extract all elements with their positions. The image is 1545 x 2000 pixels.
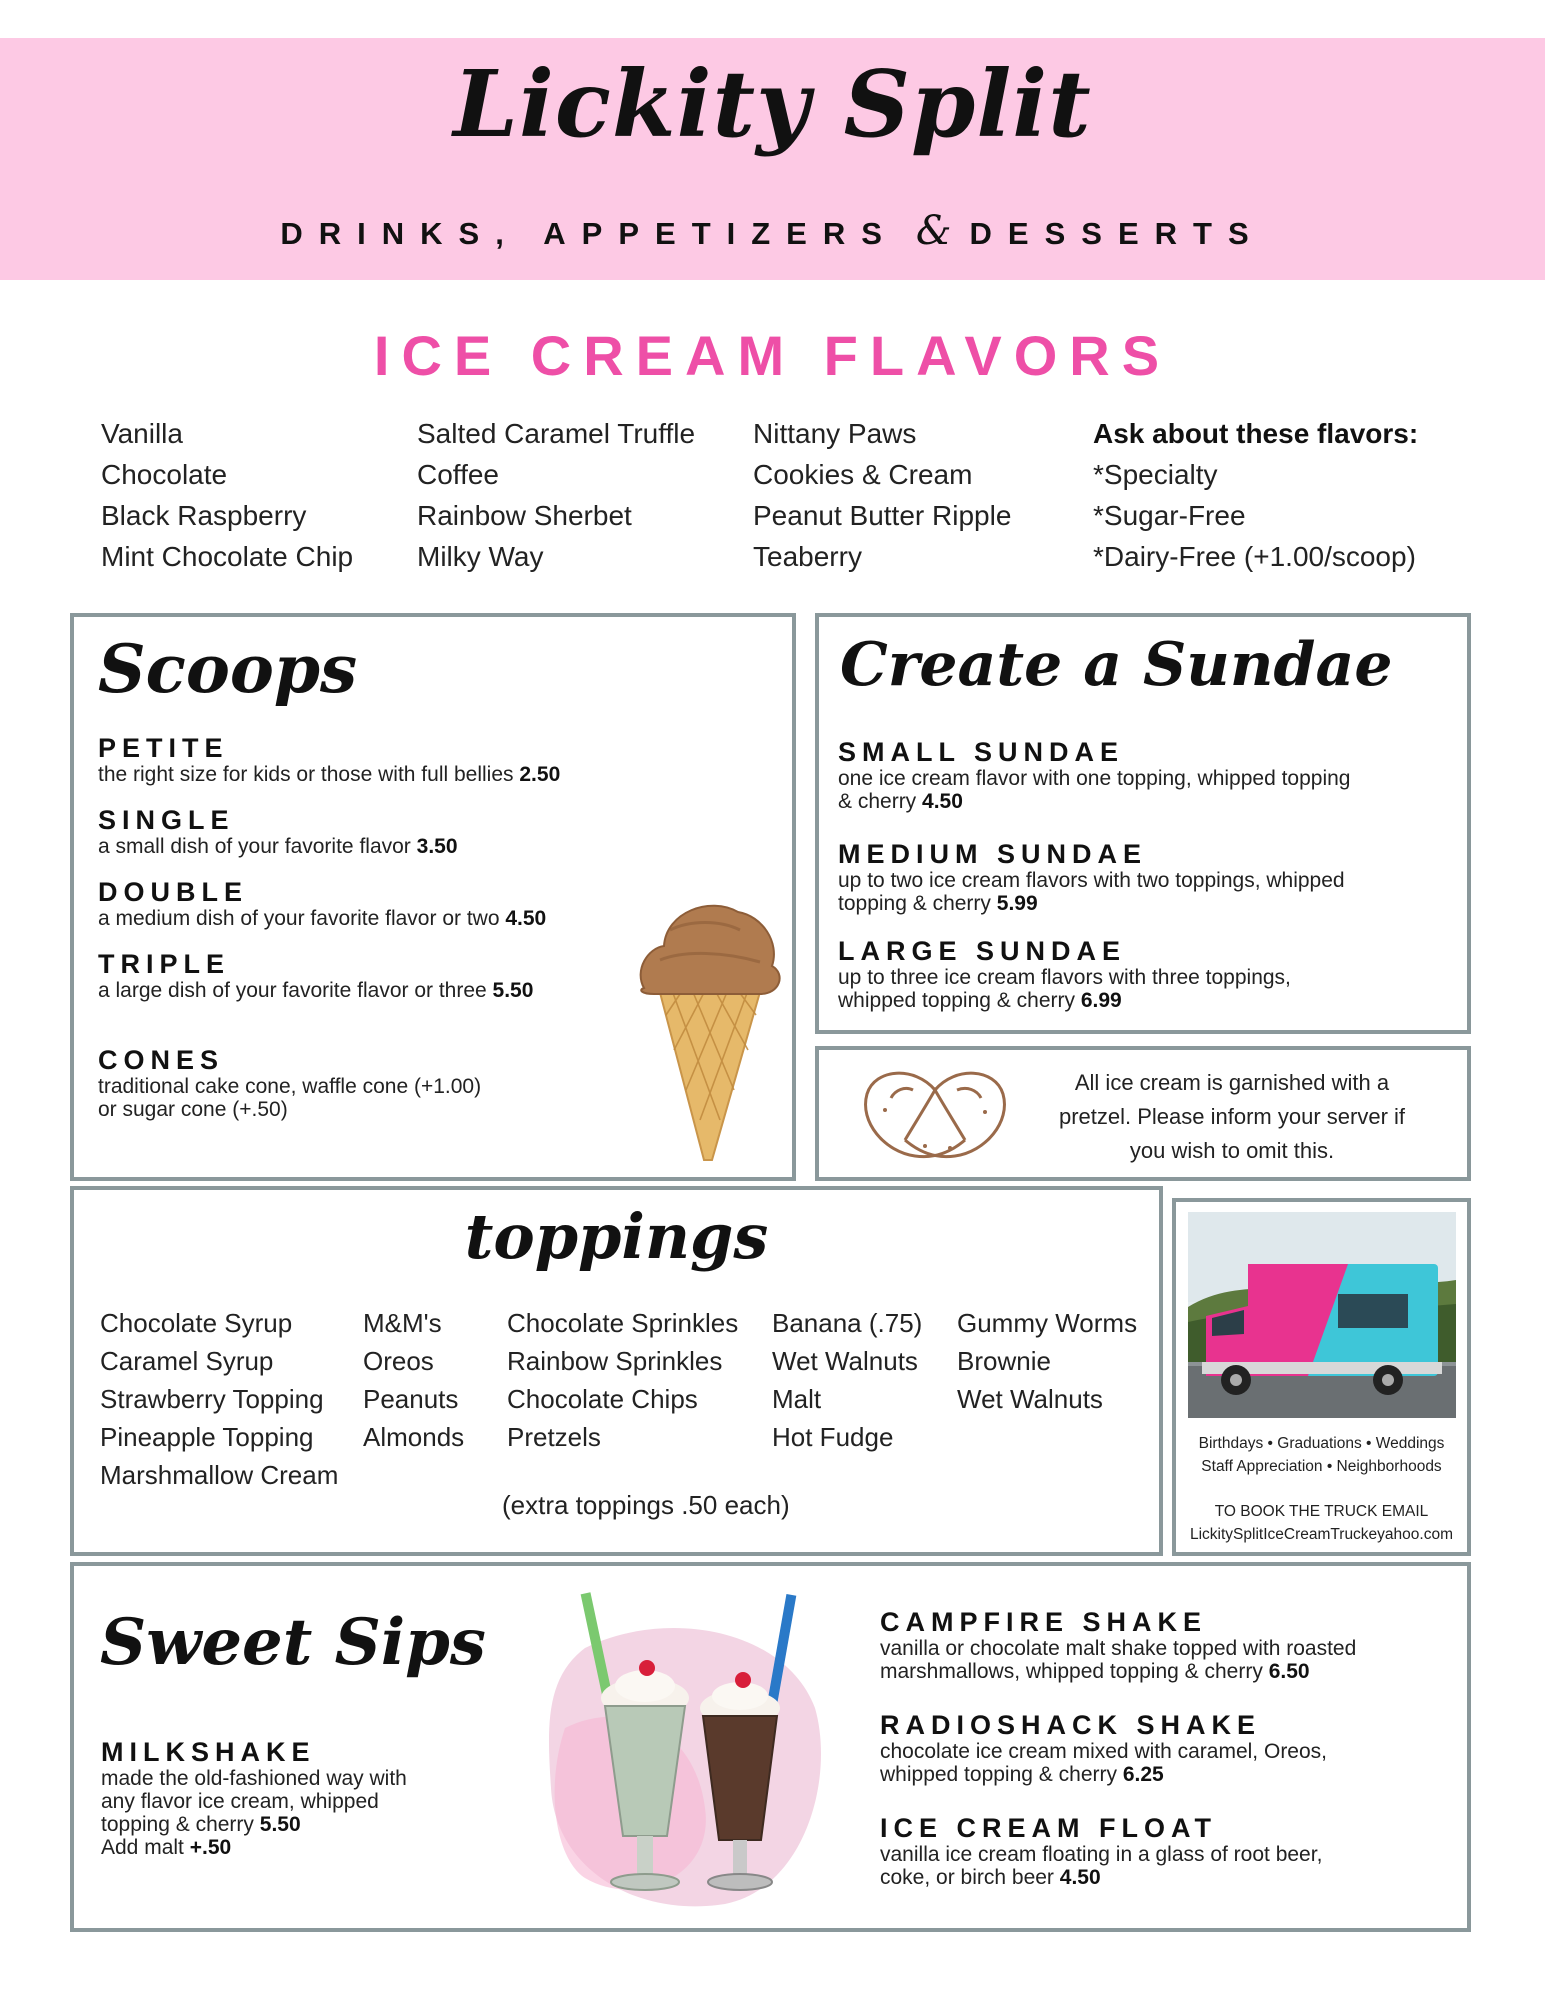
ask-item: *Dairy-Free (+1.00/scoop) [1093, 541, 1416, 572]
item-name: RADIOSHACK SHAKE [880, 1710, 1262, 1740]
tagline-right: DESSERTS [969, 216, 1265, 251]
topping-item: Peanuts [363, 1384, 459, 1414]
ask-heading: Ask about these flavors: [1093, 418, 1419, 449]
item-desc-line-1: up to three ice cream flavors with three toppings, [838, 966, 1291, 989]
topping-item: Pretzels [507, 1422, 601, 1452]
scoop-triple [98, 949, 658, 1002]
toppings-column-5 [957, 1304, 1137, 1418]
item-price: 4.50 [1059, 1866, 1101, 1889]
item-name: LARGE SUNDAE [838, 936, 1127, 966]
topping-item: Strawberry Topping [100, 1384, 324, 1414]
flavor-item: Vanilla [101, 418, 183, 449]
toppings-column-3 [507, 1304, 738, 1456]
truck-info [1178, 1432, 1465, 1546]
item-desc-line-1: up to two ice cream flavors with two toppings, whipped [838, 869, 1345, 892]
item-desc-line-2: & cherry 4.50 [838, 790, 963, 813]
flavors-title: ICE CREAM FLAVORS [373, 324, 1172, 387]
scoop-petite [98, 733, 658, 786]
item-desc-line-1: vanilla or chocolate malt shake topped with roasted [880, 1637, 1357, 1660]
item-name: PETITE [98, 733, 229, 763]
topping-item: Marshmallow Cream [100, 1460, 339, 1490]
toppings-title: toppings [464, 1200, 769, 1273]
item-price: 5.50 [259, 1813, 301, 1836]
item-desc-line: made the old-fashioned way with [101, 1767, 407, 1790]
tagline-left: DRINKS, APPETIZERS [280, 216, 898, 251]
scoop-cones [98, 1045, 658, 1121]
item-name: TRIPLE [98, 949, 231, 979]
item-price: 4.50 [505, 907, 547, 930]
item-desc: a small dish of your favorite flavor 3.50 [98, 835, 458, 858]
sweet-sips-title: Sweet Sips [100, 1605, 486, 1680]
item-name: CAMPFIRE SHAKE [880, 1607, 1208, 1637]
tagline [0, 208, 1545, 254]
item-name: ICE CREAM FLOAT [880, 1813, 1217, 1843]
pretzel-note-line: pretzel. Please inform your server if [1058, 1104, 1406, 1129]
item-desc: a large dish of your favorite flavor or three 5.50 [98, 979, 534, 1002]
brand-logo: Lickity Split [453, 50, 1092, 158]
topping-item: Oreos [363, 1346, 434, 1376]
item-price: 5.99 [996, 892, 1038, 915]
topping-item: Chocolate Sprinkles [507, 1308, 739, 1338]
tagline-ampersand: & [915, 208, 952, 254]
truck-events-line: Staff Appreciation • Neighborhoods [1201, 1458, 1442, 1475]
item-desc-line-1: one ice cream flavor with one topping, whipped topping [838, 767, 1351, 790]
topping-item: Hot Fudge [772, 1422, 894, 1452]
sundae-small [838, 737, 1458, 813]
item-desc-line: topping & cherry 5.50 [101, 1813, 301, 1836]
item-desc: the right size for kids or those with full bellies 2.50 [98, 763, 561, 786]
sundae-medium [838, 839, 1458, 915]
item-desc-line-2: topping & cherry 5.99 [838, 892, 1038, 915]
flavor-item: Cookies & Cream [753, 459, 973, 490]
truck-book-label: TO BOOK THE TRUCK EMAIL [1214, 1503, 1429, 1520]
topping-item: Chocolate Syrup [100, 1308, 293, 1338]
item-desc-line-2: whipped topping & cherry 6.99 [838, 989, 1122, 1012]
topping-item: Wet Walnuts [957, 1384, 1103, 1414]
item-price: 4.50 [922, 790, 963, 813]
flavors-column-1 [101, 413, 353, 577]
truck-events-line: Birthdays • Graduations • Weddings [1198, 1435, 1445, 1452]
flavor-item: Teaberry [753, 541, 862, 572]
toppings-column-1 [100, 1304, 338, 1494]
ice-cream-truck-image [1188, 1212, 1456, 1418]
item-desc-line-1: vanilla ice cream floating in a glass of root beer, [880, 1843, 1323, 1866]
campfire-shake-item [880, 1607, 1460, 1683]
ice-cream-float-item [880, 1813, 1460, 1889]
truck-email-link[interactable]: LickitySplitIceCreamTruckeyahoo.com [1189, 1526, 1453, 1543]
item-desc-line-2: coke, or birch beer 4.50 [880, 1866, 1101, 1889]
extra-toppings-note: (extra toppings .50 each) [502, 1490, 790, 1520]
topping-item: Pineapple Topping [100, 1422, 314, 1452]
topping-item: Almonds [363, 1422, 465, 1452]
scoops-title: Scoops [98, 630, 358, 708]
item-desc: a medium dish of your favorite flavor or two 4.50 [98, 907, 547, 930]
flavor-item: Peanut Butter Ripple [753, 500, 1012, 531]
ice-cream-cone-image [630, 890, 790, 1170]
ask-item: *Sugar-Free [1093, 500, 1246, 531]
item-desc-line-1: chocolate ice cream mixed with caramel, Oreos, [880, 1740, 1327, 1763]
malt-addon: Add malt +.50 [101, 1836, 232, 1859]
item-price: 5.50 [492, 979, 534, 1002]
topping-item: Chocolate Chips [507, 1384, 698, 1414]
flavor-item: Salted Caramel Truffle [417, 418, 696, 449]
pretzel-icon [855, 1060, 1015, 1168]
item-name: SMALL SUNDAE [838, 737, 1125, 767]
item-name: MILKSHAKE [101, 1737, 316, 1767]
toppings-column-2 [363, 1304, 464, 1456]
radioshack-shake-item [880, 1710, 1460, 1786]
topping-item: Brownie [957, 1346, 1051, 1376]
pretzel-note-line: you wish to omit this. [1129, 1138, 1335, 1163]
topping-item: Caramel Syrup [100, 1346, 274, 1376]
toppings-column-4 [772, 1304, 922, 1456]
topping-item: Banana (.75) [772, 1308, 923, 1338]
item-desc-line-2: marshmallows, whipped topping & cherry 6.50 [880, 1660, 1310, 1683]
item-name: MEDIUM SUNDAE [838, 839, 1148, 869]
item-desc-line: any flavor ice cream, whipped [101, 1790, 379, 1813]
cones-line-2: or sugar cone (+.50) [98, 1098, 288, 1121]
flavor-item: Nittany Paws [753, 418, 917, 449]
milkshakes-image [545, 1588, 835, 1918]
flavor-item: Milky Way [417, 541, 544, 572]
item-price: 6.99 [1080, 989, 1122, 1012]
scoop-double [98, 877, 658, 930]
topping-item: Malt [772, 1384, 822, 1414]
pretzel-note-line: All ice cream is garnished with a [1074, 1070, 1390, 1095]
topping-item: Rainbow Sprinkles [507, 1346, 723, 1376]
flavors-ask-column [1093, 413, 1418, 577]
sundae-title: Create a Sundae [840, 630, 1393, 700]
flavor-item: Coffee [417, 459, 499, 490]
topping-item: Wet Walnuts [772, 1346, 918, 1376]
sundae-large [838, 936, 1458, 1012]
flavor-item: Rainbow Sherbet [417, 500, 632, 531]
flavor-item: Mint Chocolate Chip [101, 541, 354, 572]
ask-item: *Specialty [1093, 459, 1218, 490]
scoop-single [98, 805, 658, 858]
item-price: 3.50 [416, 835, 458, 858]
topping-item: Gummy Worms [957, 1308, 1138, 1338]
item-price: 6.25 [1122, 1763, 1164, 1786]
flavor-item: Black Raspberry [101, 500, 307, 531]
item-name: DOUBLE [98, 877, 248, 907]
pretzel-note-text [1012, 1066, 1452, 1168]
item-name: SINGLE [98, 805, 235, 835]
flavor-item: Chocolate [101, 459, 228, 490]
flavors-column-3 [753, 413, 1011, 577]
milkshake-item [101, 1737, 541, 1859]
item-price: 2.50 [519, 763, 561, 786]
flavors-column-2 [417, 413, 695, 577]
item-price: 6.50 [1268, 1660, 1310, 1683]
cones-line-1: traditional cake cone, waffle cone (+1.00) [98, 1075, 482, 1098]
malt-price: +.50 [189, 1836, 232, 1859]
topping-item: M&M's [363, 1308, 442, 1338]
item-name: CONES [98, 1045, 225, 1075]
item-desc-line-2: whipped topping & cherry 6.25 [880, 1763, 1164, 1786]
